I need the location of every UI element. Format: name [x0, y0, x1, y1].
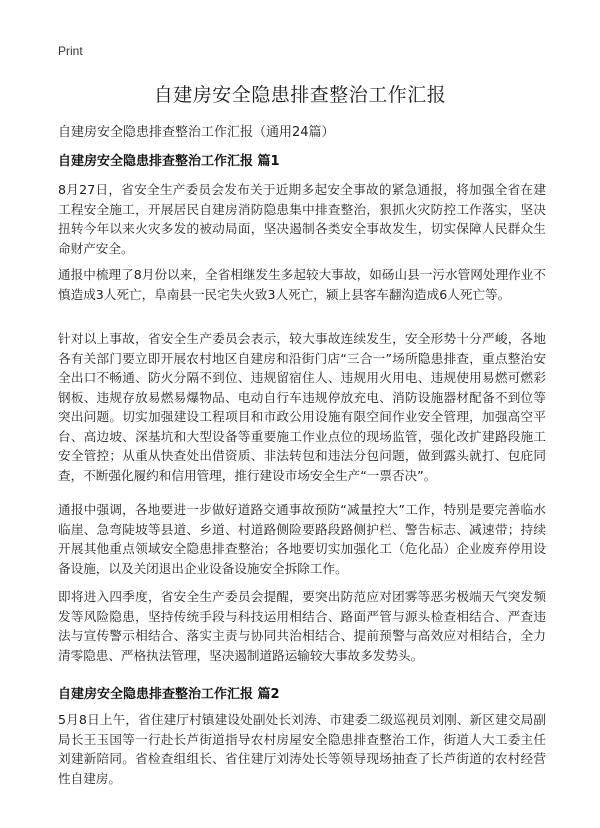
print-link[interactable]: Print — [58, 44, 83, 58]
document-subtitle: 自建房安全隐患排查整治工作汇报（通用24篇） — [58, 125, 335, 140]
section-heading-2: 自建房安全隐患排查整治工作汇报 篇2 — [58, 687, 280, 702]
paragraph: 8月27日，省安全生产委员会发布关于近期多起安全事故的紧急通报，将加强全省在建工程安全施工，开展居民自建房消防隐患集中排查整治，狠抓火灾防控工作落实，坚决扭转今年以来火灾多发的被动局面，坚决遏制各类安全事故发生，切实保障人民群众生命财产安全。 — [58, 182, 546, 256]
document-title: 自建房安全隐患排查整治工作汇报 — [153, 84, 447, 106]
paragraph: 通报中强调，各地要进一步做好道路交通事故预防“减量控大”工作，特别是要完善临水临崖、急弯陡坡等县道、乡道、村道路侧险要路段路侧护栏、警告标志、减速带；持续开展其他重点领域安全隐患排查整治；各地要切实加强化工（危化品）企业废弃停用设备设施，以及关闭退出企业设备设施安全拆除工作。 — [58, 502, 546, 576]
paragraph: 即将进入四季度，省安全生产委员会提醒，要突出防范应对团雾等恶劣极端天气突发频发等风险隐患，坚持传统手段与科技运用相结合、路面严管与源头检查相结合、严查违法与宣传警示相结合、落实主责与协同共治相结合、提前预警与高效应对相结合，全力清零隐患、严格执法管理，坚决遏制道路运输较大事故多发势头。 — [58, 589, 546, 663]
paragraph: 5月8日上午，省住建厅村镇建设处副处长刘涛、市建委二级巡视员刘刚、新区建交局副局长王玉国等一行赴长芦街道指导农村房屋安全隐患排查整治工作，街道人大工委主任刘建新陪同。省检查组组长、省住建厅刘涛处长等领导现场抽查了长芦街道的农村经营性自建房。 — [58, 712, 546, 786]
section-heading-1: 自建房安全隐患排查整治工作汇报 篇1 — [58, 154, 280, 169]
paragraph: 通报中梳理了8月份以来，全省相继发生多起较大事故，如砀山县一污水管网处理作业不慎造成3人死亡，阜南县一民宅失火致3人死亡，颍上县客车翻沟造成6人死亡等。 — [58, 267, 546, 302]
paragraph: 针对以上事故，省安全生产委员会表示，较大事故连续发生，安全形势十分严峻，各地各有关部门要立即开展农村地区自建房和沿街门店“三合一”场所隐患排查，重点整治安全出口不畅通、防火分隔不到位、违规留宿住人、违规用火用电、违规使用易燃可燃彩钢板、违规存放易燃易爆物品、电动自行车违规停放充电、消防设施器材配备不到位等突出问题。切实加强建设工程项目和市政公用设施有限空间作业安全管理，加强高空平台、高边坡、深基坑和大型设备等重要施工作业点位的现场监管，强化改扩建路段施工安全管控；从重从快查处出借资质、非法转包和违法分包问题，做到露头就打、包庇同查，不断强化履约和信用管理，推行建设市场安全生产“一票否决”。 — [58, 331, 546, 483]
